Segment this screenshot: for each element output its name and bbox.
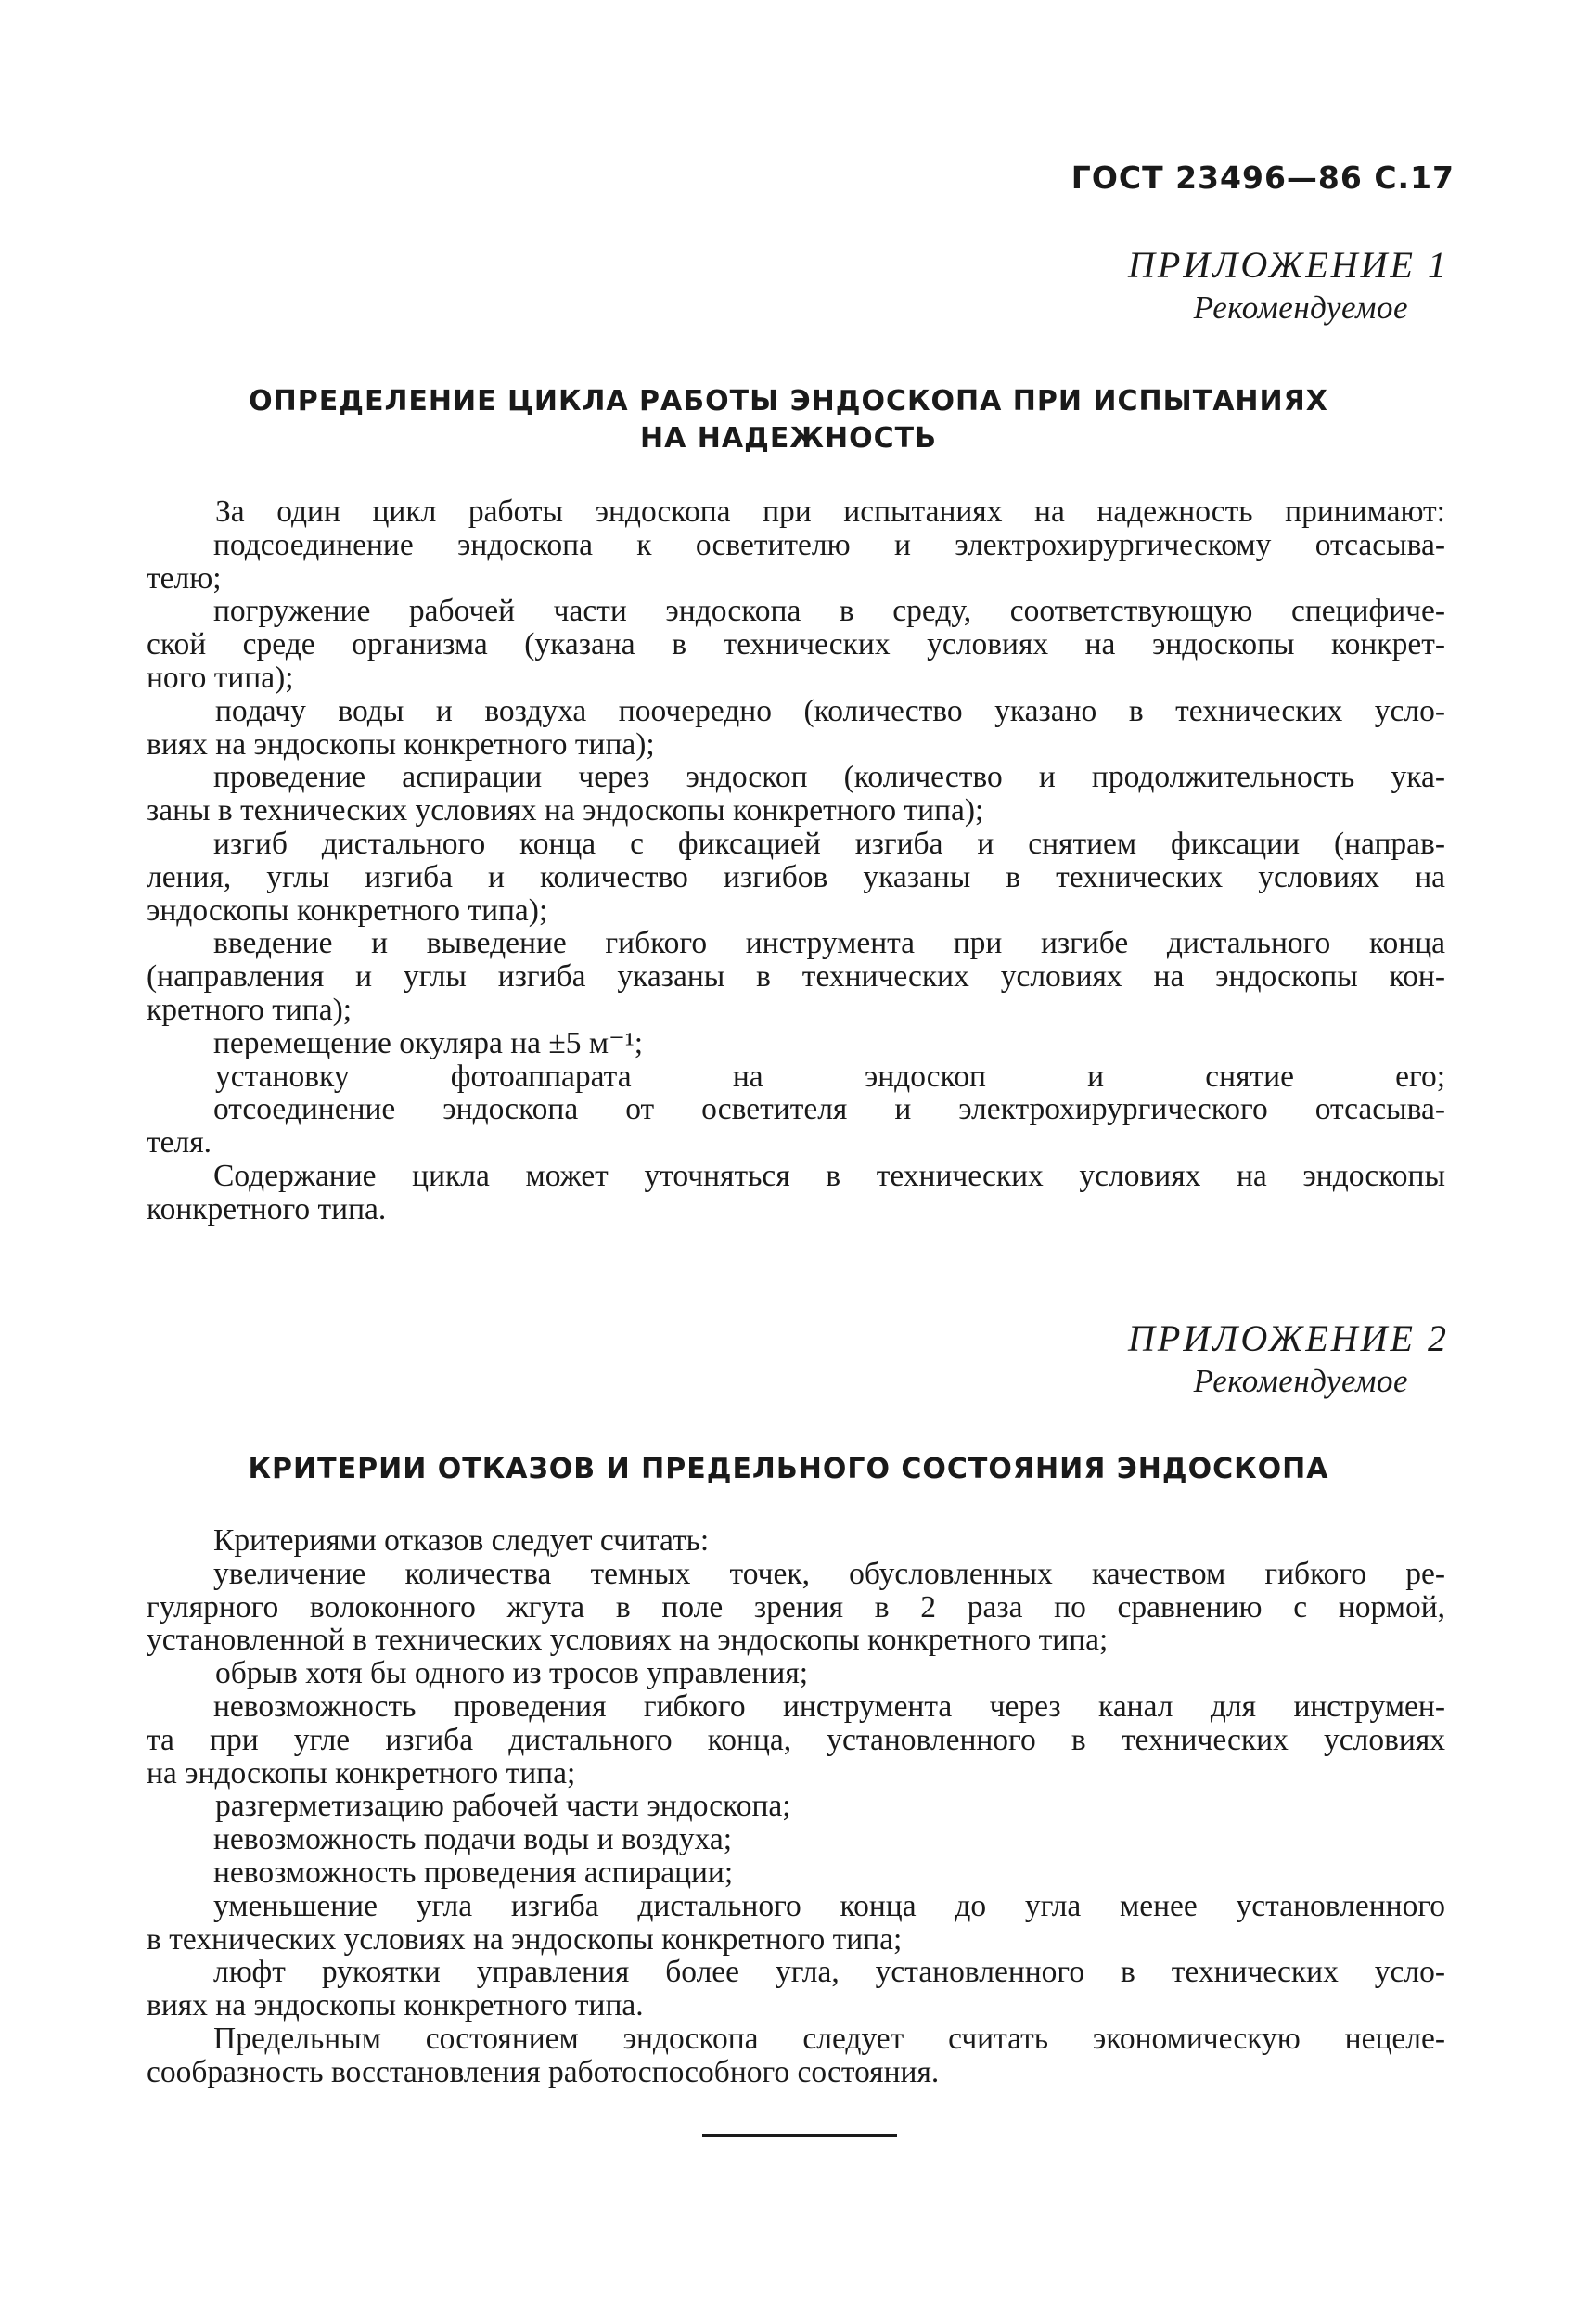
appendix-1-body [147,495,1445,1226]
text-line: За один цикл работы эндоскопа при испытаниях на надежность принимают: [215,494,1445,529]
text-line: заны в технических условиях на эндоскопы конкретного типа); [147,793,984,828]
text-line: установленной в технических условиях на эндоскопы конкретного типа; [147,1623,1109,1658]
text-line: погружение рабочей части эндоскопа в среду, соответствующую специфиче- [213,594,1445,629]
text-line: люфт рукоятки управления более угла, установленного в технических усло- [213,1955,1445,1990]
appendix-2-heading-line: КРИТЕРИИ ОТКАЗОВ И ПРЕДЕЛЬНОГО СОСТОЯНИЯ ЭНДОСКОПА [248,1453,1329,1485]
text-line: телю; [147,560,222,596]
text-line: виях на эндоскопы конкретного типа. [147,1988,644,2023]
text-line: перемещение окуляра на ±5 м⁻¹; [213,1025,644,1060]
appendix-2-heading [139,1451,1438,1488]
text-line: Критериями отказов следует считать: [213,1523,710,1558]
appendix-2-subtitle: Рекомендуемое [1193,1363,1408,1399]
text-line: ного типа); [147,660,294,695]
appendix-2-title: ПРИЛОЖЕНИЕ 2 [1128,1317,1449,1359]
text-line: подачу воды и воздуха поочередно (количество указано в технических усло- [215,693,1445,728]
appendix-1-heading [139,383,1438,457]
appendix-1-heading-line-1: ОПРЕДЕЛЕНИЕ ЦИКЛА РАБОТЫ ЭНДОСКОПА ПРИ ИСПЫТАНИЯХ [249,385,1328,417]
text-line: кретного типа); [147,992,353,1027]
text-line: увеличение количества темных точек, обусловленных качеством гибкого ре- [213,1556,1445,1591]
text-line: невозможность проведения гибкого инструмента через канал для инструмен- [213,1688,1445,1724]
text-line: (направления и углы изгиба указаны в технических условиях на эндоскопы кон- [147,959,1445,995]
text-line: на эндоскопы конкретного типа; [147,1755,576,1791]
appendix-1-heading-line-2: НА НАДЕЖНОСТЬ [640,422,937,455]
appendix-2-body [147,1524,1445,2089]
appendix-1-title: ПРИЛОЖЕНИЕ 1 [1128,244,1449,286]
end-rule-divider [702,2134,897,2137]
text-line: установку фотоаппарата на эндоскоп и снятие его; [215,1059,1445,1094]
page-header-doc-ref: ГОСТ 23496—86 С.17 [1071,160,1455,196]
text-line: невозможность проведения аспирации; [213,1855,734,1890]
text-line: Содержание цикла может уточняться в технических условиях на эндоскопы [213,1158,1445,1193]
text-line: уменьшение угла изгиба дистального конца до угла менее установленного [213,1888,1445,1923]
text-line: изгиб дистального конца с фиксацией изгиба и снятием фиксации (направ- [213,826,1445,861]
appendix-1-subtitle: Рекомендуемое [1193,289,1408,326]
text-line: та при угле изгиба дистального конца, установленного в технических условиях [147,1722,1445,1757]
appendix-1-label [1128,243,1449,328]
text-line: в технических условиях на эндоскопы конкретного типа; [147,1921,903,1957]
text-line: сообразность восстановления работоспособного состояния. [147,2054,940,2089]
text-line: проведение аспирации через эндоскоп (количество и продолжительность ука- [213,760,1445,795]
text-line: введение и выведение гибкого инструмента при изгибе дистального конца [213,926,1445,961]
text-line: Предельным состоянием эндоскопа следует считать экономическую нецеле- [213,2021,1445,2056]
text-line: эндоскопы конкретного типа); [147,892,548,928]
text-line: конкретного типа. [147,1191,387,1226]
text-line: невозможность подачи воды и воздуха; [213,1822,733,1857]
text-line: разгерметизацию рабочей части эндоскопа; [215,1789,791,1824]
text-line: ления, углы изгиба и количество изгибов указаны в технических условиях на [147,859,1445,894]
text-line: виях на эндоскопы конкретного типа); [147,726,655,762]
appendix-2-label [1128,1316,1449,1402]
text-line: ской среде организма (указана в технических условиях на эндоскопы конкрет- [147,627,1445,662]
text-line: обрыв хотя бы одного из тросов управления; [215,1656,809,1691]
text-line: теля. [147,1125,212,1161]
text-line: гулярного волоконного жгута в поле зрения в 2 раза по сравнению с нормой, [147,1589,1445,1624]
text-line: отсоединение эндоскопа от осветителя и электрохирургического отсасыва- [213,1092,1445,1127]
text-line: подсоединение эндоскопа к осветителю и электрохирургическому отсасыва- [213,527,1445,562]
